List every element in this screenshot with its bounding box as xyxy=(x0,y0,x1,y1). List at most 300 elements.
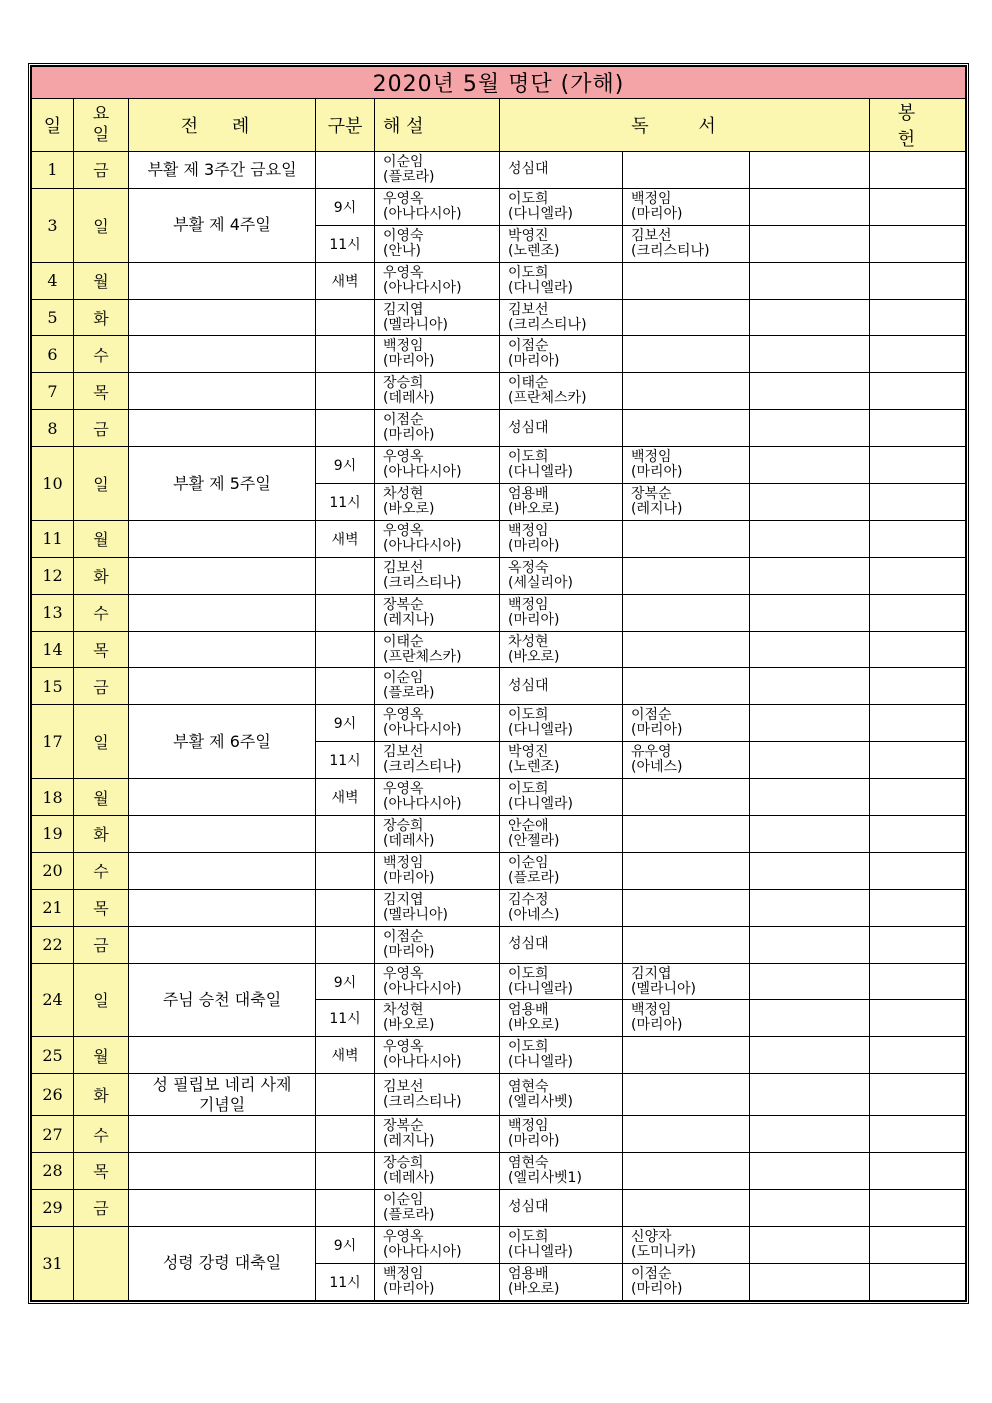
liturgy-cell xyxy=(129,779,316,816)
reading-cell-1-line: 박영진 xyxy=(508,744,549,761)
type-cell xyxy=(316,1074,375,1116)
weekday-cell: 목 xyxy=(74,631,129,668)
type-cell xyxy=(316,557,375,594)
reading-cell-1-line: 엄용배 xyxy=(508,1265,549,1282)
liturgy-cell xyxy=(129,520,316,557)
commentary-cell-line: 우영옥 xyxy=(383,449,424,466)
liturgy-cell xyxy=(129,410,316,447)
offering-cell-2 xyxy=(870,225,966,262)
reading-cell-1-line: 이도희 xyxy=(508,190,549,207)
table-row xyxy=(32,963,966,1000)
commentary-cell-line: 이태순 xyxy=(383,633,424,650)
offering-cell-2 xyxy=(870,963,966,1000)
day-cell: 18 xyxy=(32,779,74,816)
offering-cell-2 xyxy=(870,668,966,705)
reading-cell-2-line: (마리아) xyxy=(631,1017,683,1034)
type-cell xyxy=(316,410,375,447)
type-cell: 9시 xyxy=(316,188,375,225)
commentary-cell-line: (데레사) xyxy=(383,390,435,407)
day-cell: 8 xyxy=(32,410,74,447)
reading-cell-2 xyxy=(623,1189,750,1226)
reading-cell-2 xyxy=(623,1263,750,1300)
reading-cell-1 xyxy=(500,889,623,926)
commentary-cell-line: 이점순 xyxy=(383,928,424,945)
header-row xyxy=(32,99,966,152)
commentary-cell-line: (레지나) xyxy=(383,611,435,628)
commentary-cell-line: 이순임 xyxy=(383,670,424,687)
reading-cell-1-line: 백정임 xyxy=(508,596,549,613)
commentary-cell-line: (바오로) xyxy=(383,1017,435,1034)
reading-cell-1-line: (세실리아) xyxy=(508,574,574,591)
commentary-cell-line: (바오로) xyxy=(383,500,435,517)
commentary-cell-line: 김보선 xyxy=(383,1078,424,1095)
schedule-body xyxy=(32,152,966,1301)
reading-cell-2-line: 김보선 xyxy=(631,227,672,244)
offering-cell-2 xyxy=(870,1000,966,1037)
weekday-cell: 일 xyxy=(74,447,129,521)
offering-cell-1 xyxy=(750,1189,870,1226)
offering-cell-1 xyxy=(750,373,870,410)
day-cell: 21 xyxy=(32,889,74,926)
reading-cell-1 xyxy=(500,373,623,410)
reading-cell-1-line: 이점순 xyxy=(508,338,549,355)
table-row xyxy=(32,889,966,926)
reading-cell-1 xyxy=(500,484,623,521)
reading-cell-1-line: 백정임 xyxy=(508,522,549,539)
weekday-cell: 월 xyxy=(74,1037,129,1074)
commentary-cell-line: 백정임 xyxy=(383,854,424,871)
reading-cell-1 xyxy=(500,963,623,1000)
weekday-cell: 화 xyxy=(74,1074,129,1116)
reading-cell-1 xyxy=(500,262,623,299)
commentary-cell xyxy=(375,520,500,557)
reading-cell-1-line: (안젤라) xyxy=(508,832,560,849)
reading-cell-1 xyxy=(500,1226,623,1263)
offering-cell-1 xyxy=(750,779,870,816)
offering-cell-2 xyxy=(870,742,966,779)
commentary-cell xyxy=(375,557,500,594)
reading-cell-1 xyxy=(500,1037,623,1074)
liturgy-cell xyxy=(129,1037,316,1074)
liturgy-cell xyxy=(129,852,316,889)
reading-cell-1-line: 성심대 xyxy=(508,1199,549,1216)
reading-cell-2 xyxy=(623,1074,750,1116)
reading-cell-1-line: 이도희 xyxy=(508,781,549,798)
offering-cell-2 xyxy=(870,852,966,889)
reading-cell-2-line: 이점순 xyxy=(631,1265,672,1282)
reading-cell-1-line: (다니엘라) xyxy=(508,980,574,997)
type-cell: 11시 xyxy=(316,484,375,521)
reading-cell-1 xyxy=(500,631,623,668)
type-cell: 9시 xyxy=(316,1226,375,1263)
commentary-cell xyxy=(375,152,500,189)
table-row xyxy=(32,410,966,447)
commentary-cell-line: 이점순 xyxy=(383,412,424,429)
reading-cell-2 xyxy=(623,668,750,705)
reading-cell-2 xyxy=(623,1152,750,1189)
liturgy-cell xyxy=(129,262,316,299)
commentary-cell xyxy=(375,852,500,889)
table-row xyxy=(32,1116,966,1153)
offering-cell-1 xyxy=(750,742,870,779)
commentary-cell xyxy=(375,1116,500,1153)
reading-cell-2-line: 유우영 xyxy=(631,744,672,761)
table-row xyxy=(32,779,966,816)
day-cell: 24 xyxy=(32,963,74,1037)
commentary-cell-line: (마리아) xyxy=(383,1280,435,1297)
reading-cell-1 xyxy=(500,668,623,705)
reading-cell-1-line: 성심대 xyxy=(508,677,549,694)
liturgy-cell xyxy=(129,336,316,373)
commentary-cell-line: 김보선 xyxy=(383,744,424,761)
liturgy-cell xyxy=(129,299,316,336)
type-cell xyxy=(316,852,375,889)
weekday-cell: 금 xyxy=(74,152,129,189)
day-cell: 10 xyxy=(32,447,74,521)
liturgy-cell: 부활 제 4주일 xyxy=(129,188,316,262)
offering-cell-2 xyxy=(870,631,966,668)
offering-cell-2 xyxy=(870,299,966,336)
reading-cell-2-line: (크리스티나) xyxy=(631,242,710,259)
reading-cell-1-line: 이순임 xyxy=(508,854,549,871)
day-cell: 27 xyxy=(32,1116,74,1153)
commentary-cell-line: (마리아) xyxy=(383,869,435,886)
reading-cell-2 xyxy=(623,225,750,262)
reading-cell-1 xyxy=(500,336,623,373)
reading-cell-1-line: (아네스) xyxy=(508,906,560,923)
reading-cell-2 xyxy=(623,963,750,1000)
table-row xyxy=(32,852,966,889)
offering-cell-1 xyxy=(750,557,870,594)
type-cell: 11시 xyxy=(316,1263,375,1300)
reading-cell-1-line: (플로라) xyxy=(508,869,560,886)
offering-cell-1 xyxy=(750,705,870,742)
commentary-cell-line: 우영옥 xyxy=(383,781,424,798)
offering-cell-1 xyxy=(750,410,870,447)
commentary-cell xyxy=(375,484,500,521)
commentary-cell-line: 우영옥 xyxy=(383,264,424,281)
offering-cell-1 xyxy=(750,594,870,631)
liturgy-cell xyxy=(129,1189,316,1226)
commentary-cell xyxy=(375,631,500,668)
offering-cell-2 xyxy=(870,1263,966,1300)
commentary-cell xyxy=(375,336,500,373)
reading-cell-2-line: (마리아) xyxy=(631,1280,683,1297)
commentary-cell-line: (마리아) xyxy=(383,353,435,370)
reading-cell-2 xyxy=(623,852,750,889)
reading-cell-1-line: 이도희 xyxy=(508,1228,549,1245)
offering-cell-1 xyxy=(750,1074,870,1116)
commentary-cell xyxy=(375,816,500,853)
header-offering: 봉 헌 xyxy=(870,99,966,152)
weekday-cell: 목 xyxy=(74,373,129,410)
liturgy-cell xyxy=(129,557,316,594)
reading-cell-1-line: 성심대 xyxy=(508,419,549,436)
table-row xyxy=(32,705,966,742)
day-cell: 5 xyxy=(32,299,74,336)
offering-cell-2 xyxy=(870,373,966,410)
commentary-cell xyxy=(375,926,500,963)
commentary-cell-line: 장복순 xyxy=(383,596,424,613)
header-weekday xyxy=(74,99,129,152)
commentary-cell xyxy=(375,1226,500,1263)
reading-cell-2 xyxy=(623,484,750,521)
commentary-cell-line: (안나) xyxy=(383,242,421,259)
commentary-cell xyxy=(375,1074,500,1116)
commentary-cell-line: (데레사) xyxy=(383,832,435,849)
reading-cell-2 xyxy=(623,299,750,336)
offering-cell-2 xyxy=(870,262,966,299)
reading-cell-1 xyxy=(500,447,623,484)
commentary-cell-line: (아나다시아) xyxy=(383,1243,462,1260)
type-cell xyxy=(316,1189,375,1226)
offering-cell-2 xyxy=(870,926,966,963)
commentary-cell xyxy=(375,299,500,336)
type-cell: 11시 xyxy=(316,225,375,262)
table-row xyxy=(32,816,966,853)
reading-cell-1-line: (다니엘라) xyxy=(508,1054,574,1071)
offering-cell-2 xyxy=(870,594,966,631)
header-type: 구분 xyxy=(316,99,375,152)
offering-cell-2 xyxy=(870,1152,966,1189)
commentary-cell-line: (마리아) xyxy=(383,427,435,444)
offering-cell-1 xyxy=(750,1116,870,1153)
commentary-cell-line: 이순임 xyxy=(383,153,424,170)
header-weekday-text: 요 일 xyxy=(92,104,110,145)
commentary-cell-line: 장승희 xyxy=(383,1154,424,1171)
day-cell: 22 xyxy=(32,926,74,963)
offering-cell-2 xyxy=(870,1037,966,1074)
offering-cell-2 xyxy=(870,484,966,521)
weekday-cell: 수 xyxy=(74,852,129,889)
liturgy-cell xyxy=(129,373,316,410)
table-row xyxy=(32,631,966,668)
offering-cell-2 xyxy=(870,410,966,447)
day-cell: 14 xyxy=(32,631,74,668)
day-cell: 29 xyxy=(32,1189,74,1226)
commentary-cell-line: (플로라) xyxy=(383,1206,435,1223)
reading-cell-2 xyxy=(623,926,750,963)
reading-cell-2-line: 장복순 xyxy=(631,485,672,502)
weekday-cell: 화 xyxy=(74,557,129,594)
reading-cell-2-line: (아네스) xyxy=(631,759,683,776)
table-row xyxy=(32,668,966,705)
commentary-cell xyxy=(375,705,500,742)
weekday-cell: 월 xyxy=(74,262,129,299)
table-row xyxy=(32,926,966,963)
header-commentary: 해 설 xyxy=(375,99,500,152)
reading-cell-1 xyxy=(500,779,623,816)
reading-cell-2-line: 신양자 xyxy=(631,1228,672,1245)
weekday-cell: 금 xyxy=(74,1189,129,1226)
reading-cell-1 xyxy=(500,225,623,262)
offering-cell-2 xyxy=(870,336,966,373)
reading-cell-2-line: 백정임 xyxy=(631,1002,672,1019)
commentary-cell xyxy=(375,668,500,705)
day-cell: 26 xyxy=(32,1074,74,1116)
offering-cell-1 xyxy=(750,1037,870,1074)
offering-cell-1 xyxy=(750,963,870,1000)
day-cell: 20 xyxy=(32,852,74,889)
reading-cell-2-line: (멜라니아) xyxy=(631,980,697,997)
offering-cell-2 xyxy=(870,188,966,225)
day-cell: 25 xyxy=(32,1037,74,1074)
table-row xyxy=(32,557,966,594)
offering-cell-1 xyxy=(750,299,870,336)
reading-cell-1-line: 박영진 xyxy=(508,227,549,244)
commentary-cell-line: (아나다시아) xyxy=(383,537,462,554)
commentary-cell xyxy=(375,410,500,447)
commentary-cell-line: (레지나) xyxy=(383,1133,435,1150)
commentary-cell xyxy=(375,373,500,410)
commentary-cell-line: 김보선 xyxy=(383,559,424,576)
table-row xyxy=(32,262,966,299)
reading-cell-2 xyxy=(623,742,750,779)
commentary-cell-line: 차성현 xyxy=(383,485,424,502)
reading-cell-1-line: (다니엘라) xyxy=(508,205,574,222)
reading-cell-1 xyxy=(500,557,623,594)
reading-cell-1 xyxy=(500,410,623,447)
reading-cell-2 xyxy=(623,410,750,447)
reading-cell-1 xyxy=(500,152,623,189)
commentary-cell-line: 차성현 xyxy=(383,1002,424,1019)
commentary-cell-line: 장승희 xyxy=(383,375,424,392)
liturgy-cell xyxy=(129,816,316,853)
commentary-cell-line: (크리스티나) xyxy=(383,1093,462,1110)
weekday-cell: 목 xyxy=(74,1152,129,1189)
day-cell: 7 xyxy=(32,373,74,410)
type-cell xyxy=(316,373,375,410)
offering-cell-1 xyxy=(750,631,870,668)
reading-cell-1-line: 김보선 xyxy=(508,301,549,318)
offering-cell-1 xyxy=(750,484,870,521)
reading-cell-2-line: 김지엽 xyxy=(631,965,672,982)
reading-cell-2 xyxy=(623,1226,750,1263)
reading-cell-1-line: 안순애 xyxy=(508,817,549,834)
commentary-cell-line: (마리아) xyxy=(383,943,435,960)
offering-cell-1 xyxy=(750,336,870,373)
table-row xyxy=(32,1037,966,1074)
reading-cell-2-line: (마리아) xyxy=(631,722,683,739)
table-row xyxy=(32,1189,966,1226)
reading-cell-1-line: 이도희 xyxy=(508,707,549,724)
table-row xyxy=(32,373,966,410)
liturgy-cell xyxy=(129,631,316,668)
commentary-cell xyxy=(375,1263,500,1300)
weekday-cell: 화 xyxy=(74,299,129,336)
commentary-cell xyxy=(375,1037,500,1074)
reading-cell-1-line: 염현숙 xyxy=(508,1078,549,1095)
reading-cell-2-line: (마리아) xyxy=(631,205,683,222)
offering-cell-2 xyxy=(870,1074,966,1116)
reading-cell-1-line: 성심대 xyxy=(508,161,549,178)
offering-cell-1 xyxy=(750,1152,870,1189)
reading-cell-1-line: (크리스티나) xyxy=(508,316,587,333)
reading-cell-2 xyxy=(623,631,750,668)
offering-cell-2 xyxy=(870,1226,966,1263)
schedule-table xyxy=(31,66,966,1301)
type-cell xyxy=(316,668,375,705)
commentary-cell-line: 우영옥 xyxy=(383,707,424,724)
type-cell: 새벽 xyxy=(316,520,375,557)
weekday-cell: 수 xyxy=(74,336,129,373)
table-row xyxy=(32,1226,966,1263)
reading-cell-1-line: 차성현 xyxy=(508,633,549,650)
reading-cell-1 xyxy=(500,1152,623,1189)
table-row xyxy=(32,336,966,373)
offering-cell-2 xyxy=(870,520,966,557)
reading-cell-1-line: (마리아) xyxy=(508,537,560,554)
liturgy-cell: 부활 제 3주간 금요일 xyxy=(129,152,316,189)
reading-cell-1-line: (다니엘라) xyxy=(508,796,574,813)
commentary-cell-line: (아나다시아) xyxy=(383,279,462,296)
commentary-cell xyxy=(375,225,500,262)
liturgy-cell xyxy=(129,926,316,963)
offering-cell-2 xyxy=(870,816,966,853)
reading-cell-1-line: 백정임 xyxy=(508,1118,549,1135)
day-cell: 6 xyxy=(32,336,74,373)
header-liturgy: 전 례 xyxy=(129,99,316,152)
offering-cell-1 xyxy=(750,1000,870,1037)
offering-cell-2 xyxy=(870,889,966,926)
reading-cell-2-line: 백정임 xyxy=(631,449,672,466)
reading-cell-2 xyxy=(623,779,750,816)
commentary-cell xyxy=(375,1000,500,1037)
liturgy-cell xyxy=(129,1116,316,1153)
type-cell xyxy=(316,299,375,336)
weekday-cell: 수 xyxy=(74,1116,129,1153)
commentary-cell-line: (멜라니아) xyxy=(383,316,449,333)
commentary-cell-line: (아나다시아) xyxy=(383,464,462,481)
liturgy-cell: 성 필립보 네리 사제 기념일 xyxy=(129,1074,316,1116)
commentary-cell xyxy=(375,779,500,816)
commentary-cell-line: 우영옥 xyxy=(383,965,424,982)
commentary-cell xyxy=(375,742,500,779)
reading-cell-2 xyxy=(623,594,750,631)
commentary-cell-line: (아나다시아) xyxy=(383,980,462,997)
commentary-cell xyxy=(375,262,500,299)
type-cell: 새벽 xyxy=(316,1037,375,1074)
offering-cell-2 xyxy=(870,557,966,594)
commentary-cell-line: (플로라) xyxy=(383,168,435,185)
commentary-cell xyxy=(375,594,500,631)
day-cell: 31 xyxy=(32,1226,74,1300)
reading-cell-1-line: (마리아) xyxy=(508,1133,560,1150)
commentary-cell-line: 이영숙 xyxy=(383,227,424,244)
weekday-cell: 금 xyxy=(74,410,129,447)
offering-cell-1 xyxy=(750,889,870,926)
reading-cell-1-line: (노렌조) xyxy=(508,242,560,259)
offering-cell-1 xyxy=(750,668,870,705)
commentary-cell-line: (멜라니아) xyxy=(383,906,449,923)
commentary-cell-line: 김지엽 xyxy=(383,301,424,318)
weekday-cell: 수 xyxy=(74,594,129,631)
reading-cell-1-line: (바오로) xyxy=(508,648,560,665)
reading-cell-1-line: 김수정 xyxy=(508,891,549,908)
reading-cell-1 xyxy=(500,188,623,225)
type-cell xyxy=(316,336,375,373)
commentary-cell-line: (아나다시아) xyxy=(383,205,462,222)
weekday-cell: 화 xyxy=(74,816,129,853)
table-row xyxy=(32,1152,966,1189)
weekday-cell: 월 xyxy=(74,520,129,557)
reading-cell-1-line: (엘리사벳1) xyxy=(508,1169,582,1186)
weekday-cell: 금 xyxy=(74,926,129,963)
table-row xyxy=(32,299,966,336)
reading-cell-2-line: (레지나) xyxy=(631,500,683,517)
day-cell: 28 xyxy=(32,1152,74,1189)
offering-cell-1 xyxy=(750,225,870,262)
